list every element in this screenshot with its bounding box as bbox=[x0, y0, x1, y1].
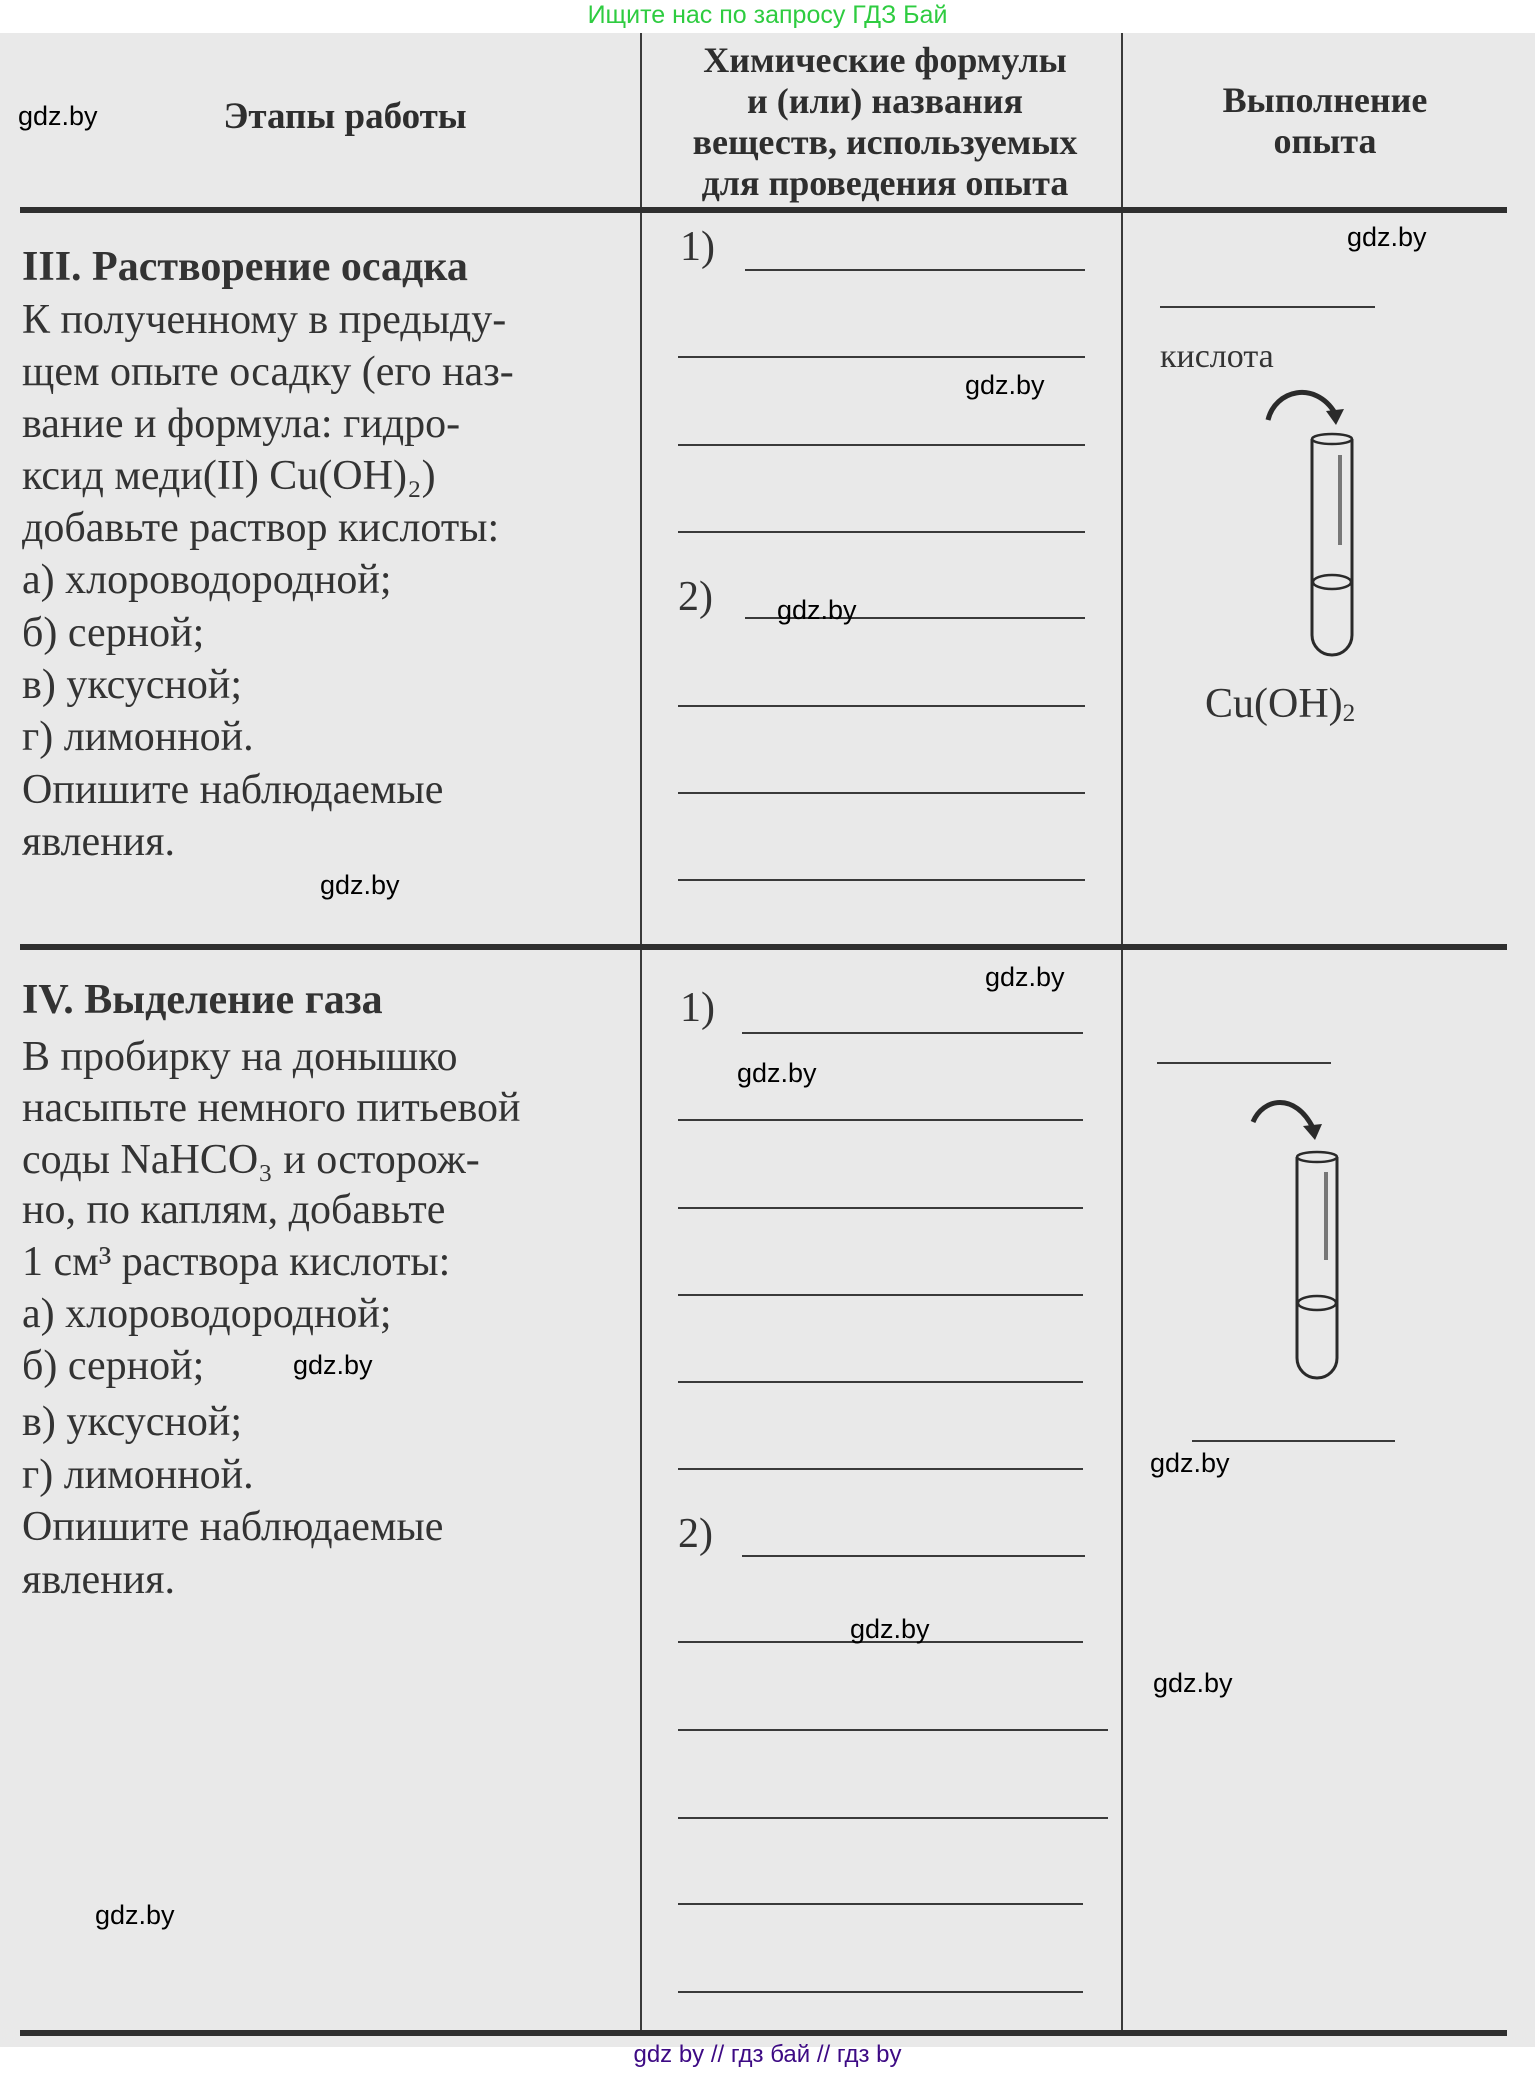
watermark: gdz.by bbox=[1153, 1668, 1233, 1698]
column-divider-1 bbox=[640, 33, 642, 2035]
answer-blank[interactable] bbox=[1160, 306, 1375, 308]
section-4-text-line: б) серной; bbox=[22, 1343, 205, 1389]
watermark: gdz.by bbox=[965, 370, 1045, 400]
header-formulas-line: веществ, используемых bbox=[692, 122, 1078, 162]
section-4-text-line: насыпьте немного питьевой bbox=[22, 1085, 521, 1131]
header-formulas-line: для проведения опыта bbox=[701, 163, 1069, 203]
watermark: gdz.by bbox=[850, 1614, 930, 1644]
section-3-text-line: щем опыте осадку (его наз- bbox=[22, 349, 514, 395]
watermark: gdz.by bbox=[1150, 1448, 1230, 1478]
section-3-text-line: в) уксусной; bbox=[22, 662, 243, 708]
watermark: gdz.by bbox=[293, 1350, 373, 1380]
answer-blank[interactable] bbox=[678, 879, 1085, 881]
answer-blank[interactable] bbox=[678, 444, 1085, 446]
column-divider-2 bbox=[1121, 33, 1123, 2035]
section-4-text-line: в) уксусной; bbox=[22, 1399, 243, 1445]
answer-blank[interactable] bbox=[678, 705, 1085, 707]
section-4-text-line: В пробирку на донышко bbox=[22, 1034, 458, 1080]
header-formulas-line: Химические формулы bbox=[703, 40, 1067, 80]
item-2-label: 2) bbox=[678, 574, 713, 620]
section-3-text-line: б) серной; bbox=[22, 610, 205, 656]
section-4-text-line: 1 см³ раствора кислоты: bbox=[22, 1239, 451, 1285]
section-4-text-line: соды NaHCO₃ и осторож- bbox=[22, 1137, 480, 1183]
answer-blank[interactable] bbox=[742, 1555, 1085, 1557]
watermark: gdz.by bbox=[777, 595, 857, 625]
section-3-text-line: Опишите наблюдаемые bbox=[22, 767, 444, 813]
header-stages: Этапы работы bbox=[223, 96, 467, 137]
watermark: gdz.by bbox=[320, 870, 400, 900]
formula-subscript: 2 bbox=[1342, 699, 1356, 727]
section-4-text-line: а) хлороводородной; bbox=[22, 1291, 392, 1337]
answer-blank[interactable] bbox=[678, 1207, 1083, 1209]
section-3-title: III. Растворение осадка bbox=[22, 244, 468, 290]
header-experiment-line: Выполнение bbox=[1222, 80, 1428, 120]
section-3-text-line: добавьте раствор кислоты: bbox=[22, 505, 500, 551]
answer-blank[interactable] bbox=[678, 356, 1085, 358]
section-3-text-line: явления. bbox=[22, 819, 175, 865]
section-3-text-line: вание и формула: гидро- bbox=[22, 401, 461, 447]
test-tube-icon bbox=[1260, 385, 1360, 665]
section-4-text-line: г) лимонной. bbox=[22, 1452, 254, 1498]
section-rule bbox=[20, 944, 1507, 950]
bottom-rule bbox=[20, 2030, 1507, 2036]
answer-blank[interactable] bbox=[1157, 1062, 1331, 1064]
section-3-text-line: а) хлороводородной; bbox=[22, 557, 392, 603]
item-2-label: 2) bbox=[678, 1511, 713, 1557]
section-3-text-line: ксид меди(II) Cu(OH)₂) bbox=[22, 453, 436, 499]
watermark: gdz.by bbox=[985, 962, 1065, 992]
acid-label: кислота bbox=[1160, 338, 1274, 375]
answer-blank[interactable] bbox=[678, 1903, 1083, 1905]
answer-blank[interactable] bbox=[678, 1119, 1083, 1121]
item-1-label: 1) bbox=[680, 985, 715, 1031]
precipitate-formula bbox=[1205, 680, 1355, 728]
answer-blank[interactable] bbox=[678, 1991, 1083, 1993]
watermark: gdz.by bbox=[18, 101, 98, 131]
pour-arrow-icon bbox=[1268, 392, 1335, 420]
formula-base: Cu(OH) bbox=[1205, 681, 1343, 727]
test-tube-icon bbox=[1245, 1100, 1345, 1390]
answer-blank[interactable] bbox=[1192, 1440, 1395, 1442]
answer-blank[interactable] bbox=[678, 1468, 1083, 1470]
section-4-text-line: но, по каплям, добавьте bbox=[22, 1187, 446, 1233]
answer-blank[interactable] bbox=[678, 1729, 1108, 1731]
answer-blank[interactable] bbox=[678, 1294, 1083, 1296]
answer-blank[interactable] bbox=[678, 1381, 1083, 1383]
section-4-text-line: Опишите наблюдаемые bbox=[22, 1504, 444, 1550]
item-1-label: 1) bbox=[680, 224, 715, 270]
watermark: gdz.by bbox=[1347, 222, 1427, 252]
watermark: gdz.by bbox=[737, 1058, 817, 1088]
footer-links: gdz by // гдз бай // гдз by bbox=[633, 2041, 902, 2068]
pour-arrow-icon bbox=[1253, 1103, 1313, 1129]
search-banner: Ищите нас по запросу ГДЗ Бай bbox=[587, 1, 948, 29]
section-4-title: IV. Выделение газа bbox=[22, 977, 383, 1023]
watermark: gdz.by bbox=[95, 1900, 175, 1930]
answer-blank[interactable] bbox=[742, 1032, 1083, 1034]
header-experiment-line: опыта bbox=[1273, 121, 1377, 161]
answer-blank[interactable] bbox=[745, 269, 1085, 271]
section-3-text-line: К полученному в предыду- bbox=[22, 297, 507, 343]
answer-blank[interactable] bbox=[678, 792, 1085, 794]
section-3-text-line: г) лимонной. bbox=[22, 714, 254, 760]
answer-blank[interactable] bbox=[678, 1817, 1108, 1819]
header-rule bbox=[20, 207, 1507, 213]
section-4-text-line: явления. bbox=[22, 1557, 175, 1603]
header-formulas-line: и (или) названия bbox=[746, 81, 1023, 121]
answer-blank[interactable] bbox=[678, 531, 1085, 533]
